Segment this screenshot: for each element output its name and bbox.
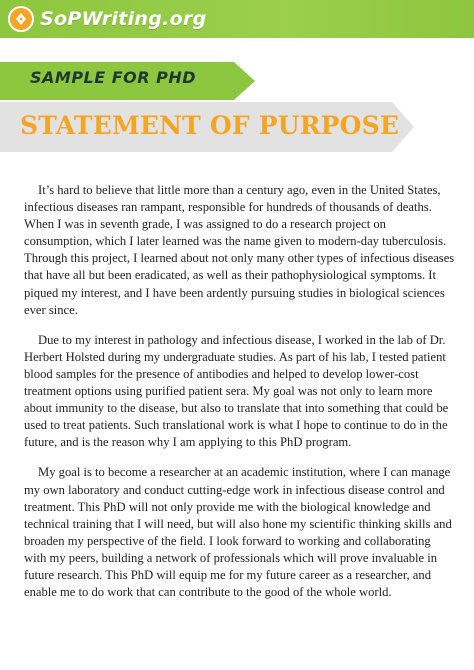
logo-bar <box>0 0 474 38</box>
pen-nib-icon <box>8 6 34 32</box>
paragraph: It’s hard to believe that little more than a century ago, even in the United States, infectious diseases ran rampant, responsible for hundreds of thousands of deaths. When I was in seventh grade, I was assigned to do a research project on consumption, which I later learned was the name given to modern-day tuberculosis. Through this project, I learned about not only many other types of infectious diseases that have all but been eradicated, as well as their pathophysiological symptoms. It piqued my interest, and I have been ardently pursuing studies in biological sciences ever since. <box>24 183 455 317</box>
logo-text: SoPWriting.org <box>40 8 207 30</box>
sample-label: SAMPLE FOR PHD <box>30 68 197 87</box>
paragraph: My goal is to become a researcher at an academic institution, where I can manage my own laboratory and conduct cutting-edge work in infectious disease control and treatment. This PhD will not only provide me with the biological knowledge and technical training that I will need, but will also hone my scientific thinking skills and broaden my perspective of the field. I look forward to working and collaborating with my peers, building a network of professionals which will prove invaluable in future research. This PhD will equip me for my future career as a researcher, and enable me to do work that can contribute to the good of the whole world. <box>24 465 452 600</box>
site-logo[interactable] <box>8 4 207 34</box>
page-title: STATEMENT OF PURPOSE <box>20 111 400 140</box>
paragraph: Due to my interest in pathology and infectious disease, I worked in the lab of Dr. Herbert Holsted during my undergraduate studies. As part of his lab, I tested patient blood samples for the presence of antibodies and helped to develop lower-cost treatment options using purified patient sera. My goal was not only to learn more about immunity to the disease, but also to translate that into something that could be used to treat patients. Such translational work is what I hope to continue to do in the future, and is the reason why I am applying to this PhD program. <box>24 332 449 450</box>
document-body <box>24 182 456 601</box>
